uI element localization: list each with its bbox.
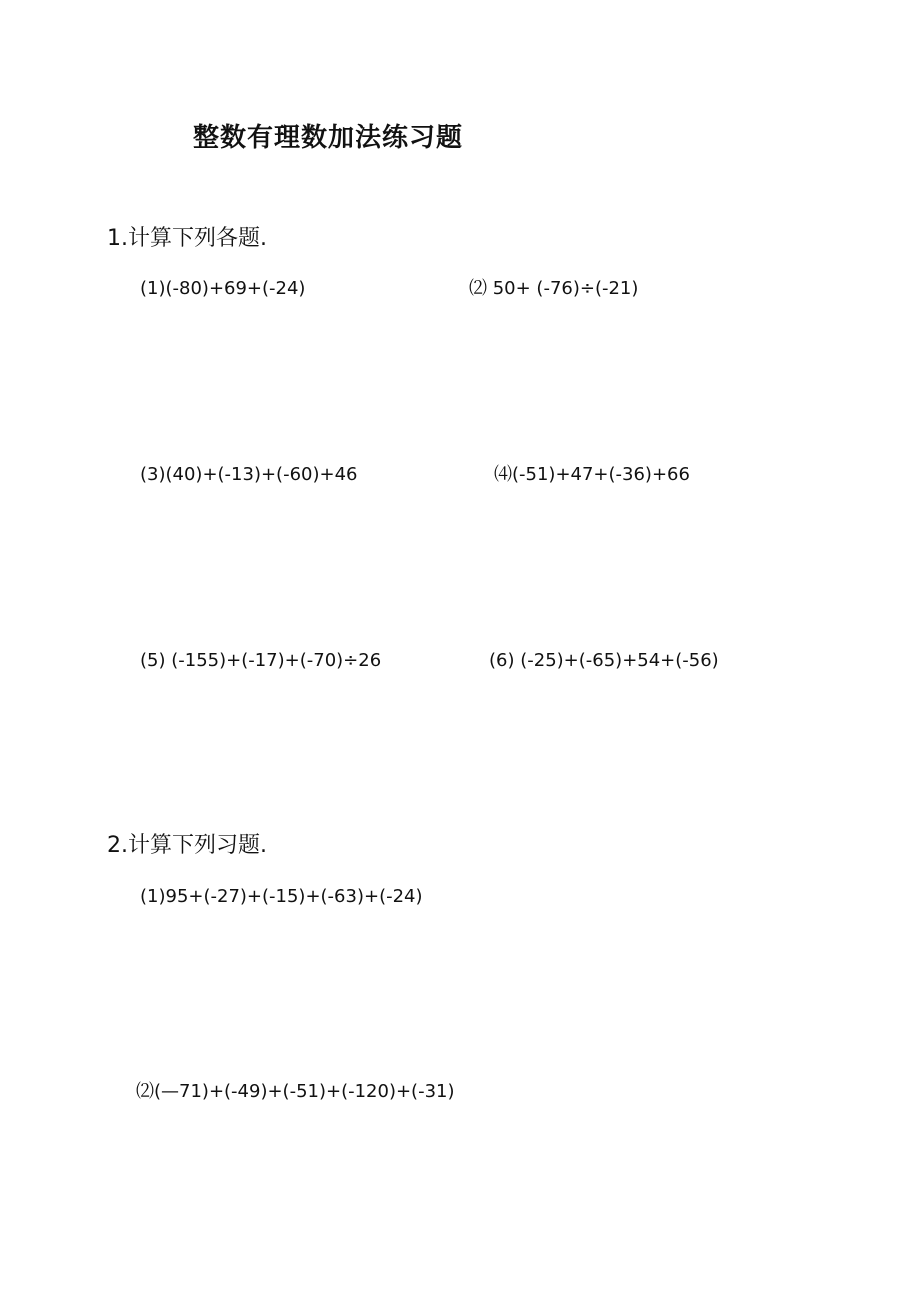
section-1-problem-5: (5) (-155)+(-17)+(-70)÷26 (140, 650, 382, 671)
section-2-problem-1: (1)95+(-27)+(-15)+(-63)+(-24) (140, 886, 423, 907)
section-1-problem-2: ⑵ 50+ (-76)÷(-21) (469, 278, 639, 299)
section-1-problem-6: (6) (-25)+(-65)+54+(-56) (489, 650, 719, 671)
section-2-heading: 2.计算下列习题. (107, 833, 267, 858)
section-1-heading: 1.计算下列各题. (107, 226, 267, 251)
section-1-problem-1: (1)(-80)+69+(-24) (140, 278, 306, 299)
worksheet-title: 整数有理数加法练习题 (193, 123, 464, 153)
section-1-problem-4: ⑷(-51)+47+(-36)+66 (494, 464, 690, 485)
section-2-problem-2: ⑵(—71)+(-49)+(-51)+(-120)+(-31) (136, 1081, 455, 1102)
section-1-problem-3: (3)(40)+(-13)+(-60)+46 (140, 464, 358, 485)
